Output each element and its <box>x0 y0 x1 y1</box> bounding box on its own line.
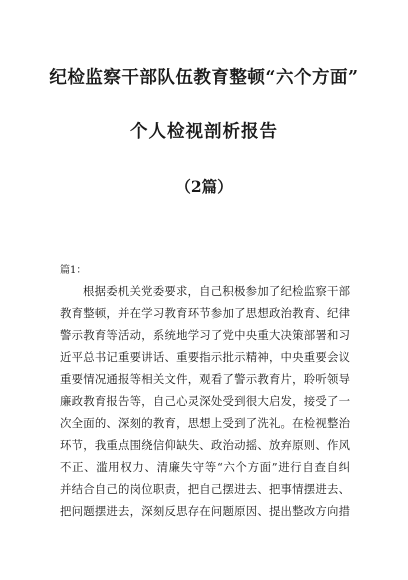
body-line: 并结合自己的岗位职责，把自己摆进去、把事情摆进去、 <box>60 482 350 496</box>
body-line: 次全面的、深刻的教育，思想上受到了洗礼。在检视整治 <box>60 416 350 430</box>
body-line: 根据委机关党委要求，自己积极参加了纪检监察干部 <box>83 284 350 298</box>
body-line: 把问题摆进去，深刻反思存在问题原因、提出整改方向措 <box>60 504 350 518</box>
document-title: 纪检监察干部队伍教育整顿“六个方面” <box>49 68 359 88</box>
body-line: 环节，我重点围绕信仰缺失、政治动摇、放弃原则、作风 <box>60 438 350 452</box>
body-line: 重要情况通报等相关文件，观看了警示教育片，聆听领导 <box>60 372 350 386</box>
body-line: 不正、滥用权力、清廉失守等“六个方面”进行自查自纠 <box>60 460 350 474</box>
body-line: 近平总书记重要讲话、重要指示批示精神，中央重要会议 <box>60 350 350 364</box>
document-subtitle: 个人检视剖析报告 <box>130 122 278 142</box>
body-line: 廉政教育报告等，自己心灵深处受到很大启发，接受了一 <box>60 394 350 408</box>
document-count-note: （2篇） <box>175 177 233 196</box>
body-line: 教育整顿，并在学习教育环节参加了思想政治教育、纪律 <box>60 306 350 320</box>
body-line: 警示教育等活动，系统地学习了党中央重大决策部署和习 <box>60 328 350 342</box>
body-text <box>60 280 350 522</box>
section-label: 篇1： <box>60 265 87 276</box>
